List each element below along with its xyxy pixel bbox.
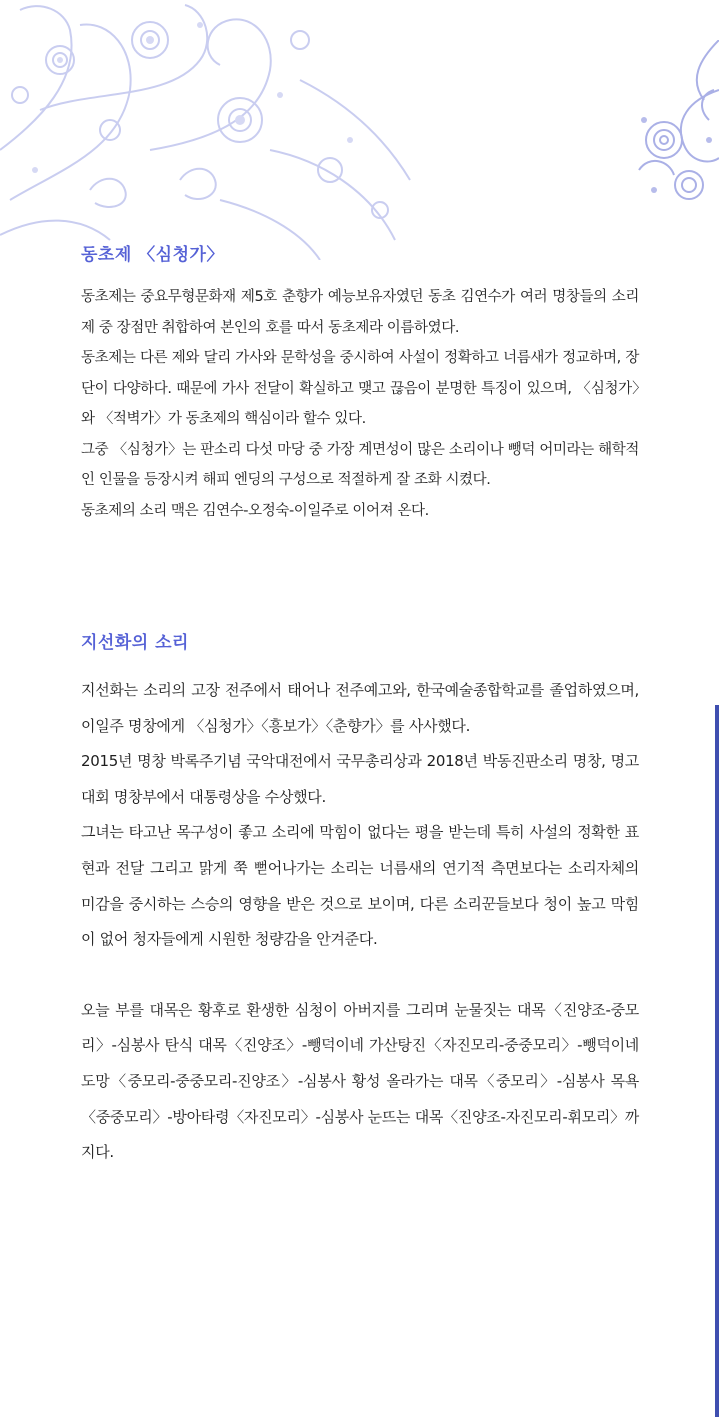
section-title: 동초제 〈심청가〉 bbox=[81, 245, 224, 265]
paragraph: 동초제는 다른 제와 달리 가사와 문학성을 중시하여 사설이 정확하고 너름새가 정교하며, 장단이 다양하다. 때문에 가사 전달이 확실하고 맺고 끊음이 분명한 특징이 있으며, 〈심청가〉와 〈적벽가〉가 동초제의 핵심이라 할수 있다. bbox=[81, 350, 639, 427]
paragraph: 그녀는 타고난 목구성이 좋고 소리에 막힘이 없다는 평을 받는데 특히 사설의 정확한 표현과 전달 그리고 맑게 쭉 뻗어나가는 소리는 너름새의 연기적 측면보다는 소리자체의 미감을 중시하는 스승의 영향을 받은 것으로 보이며, 다른 소리꾼들보다 청이 높고 막힘이 없어 청자들에게 시원한 청량감을 안겨준다. bbox=[81, 823, 639, 949]
paisley-ornament-right bbox=[629, 40, 719, 210]
paragraph: 오늘 부를 대목은 황후로 환생한 심청이 아버지를 그리며 눈물짓는 대목〈진양조-중모리〉-심봉사 탄식 대목〈진양조〉-뺑덕이네 가산탕진〈자진모리-중중모리〉-뺑덕이네 도망〈중모리-중중모리-진양조〉-심봉사 황성 올라가는 대목〈중모리〉-심봉사 목욕〈중중모리〉-방아타령〈자진모리〉-심봉사 눈뜨는 대목〈진양조-자진모리-휘모리〉까지다. bbox=[81, 1000, 639, 1162]
paragraph: 동초제는 중요무형문화재 제5호 춘향가 예능보유자였던 동초 김연수가 여러 명창들의 소리제 중 장점만 취합하여 본인의 호를 따서 동초제라 이름하였다. bbox=[81, 289, 639, 336]
section-title: 지선화의 소리 bbox=[81, 633, 189, 653]
paragraph: 동초제의 소리 맥은 김연수-오정숙-이일주로 이어져 온다. bbox=[81, 502, 429, 519]
paragraph: 2015년 명창 박록주기념 국악대전에서 국무총리상과 2018년 박동진판소리 명창, 명고 대회 명창부에서 대통령상을 수상했다. bbox=[81, 752, 639, 806]
paragraph: 지선화는 소리의 고장 전주에서 태어나 전주예고와, 한국예술종합학교를 졸업하였으며, 이일주 명창에게 〈심청가〉〈흥보가〉〈춘향가〉를 사사했다. bbox=[81, 681, 639, 735]
paragraph: 그중 〈심청가〉는 판소리 다섯 마당 중 가장 계면성이 많은 소리이나 뺑덕 어미라는 해학적인 인물을 등장시켜 해피 엔딩의 구성으로 적절하게 잘 조화 시켰다. bbox=[81, 441, 639, 488]
section-jiseonhwa bbox=[81, 628, 639, 1171]
paisley-ornament-left bbox=[0, 0, 420, 260]
section-dongchoje bbox=[81, 240, 639, 526]
edge-accent-line bbox=[715, 705, 719, 1417]
